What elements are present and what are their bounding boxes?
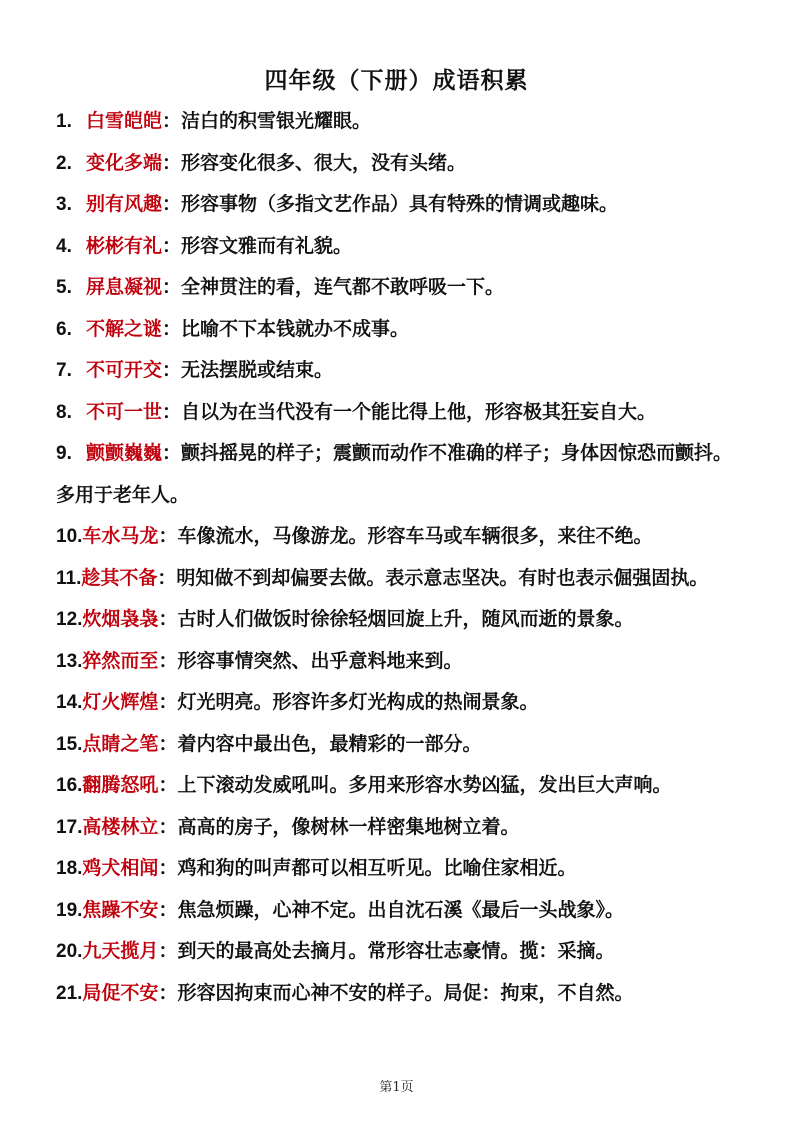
- idiom-definition: 古时人们做饭时徐徐轻烟回旋上升，随风而逝的景象。: [177, 608, 634, 630]
- entry-number: 19.: [56, 899, 83, 921]
- term-colon: ：: [158, 774, 178, 796]
- idiom-entry: [56, 392, 746, 434]
- idiom-term: 趁其不备: [81, 566, 158, 589]
- term-colon: ：: [157, 566, 177, 589]
- term-colon: ：: [162, 317, 182, 340]
- idiom-term: 颤颤巍巍: [86, 442, 163, 464]
- page-number: 第1页: [379, 1080, 414, 1095]
- entry-number: 14.: [56, 692, 83, 713]
- idiom-definition: 自以为在当代没有一个能比得上他，形容极其狂妄自大。: [181, 400, 657, 423]
- idiom-definition: 全神贯注的看，连气都不敢呼吸一下。: [181, 276, 505, 298]
- idiom-entry: [56, 309, 746, 351]
- entry-number: 16.: [56, 775, 83, 796]
- entry-number: 12.: [56, 609, 83, 630]
- entry-number: 11.: [56, 567, 82, 589]
- idiom-definition: 形容事物（多指文艺作品）具有特殊的情调或趣味。: [181, 193, 619, 215]
- idiom-entry: [56, 433, 746, 516]
- term-colon: ：: [158, 732, 178, 755]
- idiom-entry: [56, 682, 746, 724]
- entry-number: 10.: [56, 526, 83, 547]
- idiom-definition: 无法摆脱或结束。: [181, 359, 334, 381]
- idiom-definition: 形容变化很多、很大，没有头绪。: [181, 151, 467, 174]
- entry-number: 8.: [56, 401, 72, 423]
- idiom-term: 九天揽月: [82, 940, 159, 962]
- entry-number: 2.: [56, 152, 72, 174]
- entry-number: 1.: [56, 111, 72, 132]
- idiom-term: 彬彬有礼: [86, 234, 163, 257]
- entry-number: 18.: [56, 858, 83, 879]
- entry-number: 4.: [56, 235, 72, 257]
- idiom-term: 灯火辉煌: [82, 691, 159, 713]
- idiom-term: 车水马龙: [82, 525, 159, 547]
- term-colon: ：: [158, 815, 178, 838]
- idiom-definition: 上下滚动发威吼叫。多用来形容水势凶猛，发出巨大声响。: [177, 774, 672, 796]
- entry-number: 9.: [56, 443, 72, 464]
- term-colon: ：: [158, 608, 178, 630]
- entry-number: 5.: [56, 277, 72, 298]
- idiom-definition: 焦急烦躁，心神不定。出自沈石溪《最后一头战象》。: [177, 898, 624, 921]
- idiom-definition: 高高的房子，像树林一样密集地树立着。: [177, 815, 520, 838]
- idiom-entry: [56, 226, 746, 268]
- idiom-entry: [56, 931, 746, 973]
- term-colon: ：: [158, 940, 178, 962]
- idiom-term: 高楼林立: [82, 815, 159, 838]
- idiom-entry: [56, 973, 746, 1015]
- idiom-definition: 车像流水，马像游龙。形容车马或车辆很多，来往不绝。: [177, 525, 653, 547]
- idiom-entry: [56, 641, 746, 683]
- idiom-entry: [56, 599, 746, 641]
- idiom-definition: 比喻不下本钱就办不成事。: [181, 317, 410, 340]
- idiom-term: 翻腾怒吼: [82, 774, 159, 796]
- idiom-term: 变化多端: [86, 151, 163, 174]
- term-colon: ：: [162, 110, 182, 132]
- idiom-definition: 形容因拘束而心神不安的样子。局促：拘束，不自然。: [177, 981, 634, 1004]
- term-colon: ：: [162, 442, 182, 464]
- term-colon: ：: [158, 691, 178, 713]
- idiom-term: 焦躁不安: [82, 898, 159, 921]
- entry-number: 20.: [56, 941, 83, 962]
- entry-number: 17.: [56, 816, 83, 838]
- idiom-term: 不可一世: [86, 400, 163, 423]
- entry-number: 3.: [56, 194, 72, 215]
- page-title: 四年级（下册）成语积累: [264, 68, 529, 94]
- idiom-entry: [56, 890, 746, 932]
- idiom-term: 点睛之笔: [82, 732, 159, 755]
- idiom-term: 不解之谜: [86, 317, 163, 340]
- idiom-term: 屏息凝视: [86, 276, 163, 298]
- term-colon: ：: [162, 234, 182, 257]
- entry-number: 21.: [56, 982, 83, 1004]
- idiom-entry: [56, 807, 746, 849]
- idiom-definition: 明知做不到却偏要去做。表示意志坚决。有时也表示倔强固执。: [176, 566, 709, 589]
- idiom-definition: 着内容中最出色，最精彩的一部分。: [177, 732, 482, 755]
- idiom-entry: [56, 143, 746, 185]
- term-colon: ：: [162, 359, 182, 381]
- idiom-term: 猝然而至: [82, 649, 159, 672]
- term-colon: ：: [158, 525, 178, 547]
- idiom-definition: 形容文雅而有礼貌。: [181, 234, 353, 257]
- idiom-entry: [56, 516, 746, 558]
- term-colon: ：: [158, 649, 178, 672]
- term-colon: ：: [162, 276, 182, 298]
- idiom-entry: [56, 267, 746, 309]
- idiom-term: 白雪皑皑: [86, 110, 163, 132]
- term-colon: ：: [162, 400, 182, 423]
- term-colon: ：: [158, 857, 178, 879]
- term-colon: ：: [162, 193, 182, 215]
- entry-number: 13.: [56, 650, 83, 672]
- idiom-entry: [56, 350, 746, 392]
- idiom-entry: [56, 765, 746, 807]
- entry-number: 15.: [56, 733, 83, 755]
- idiom-entry: [56, 848, 746, 890]
- idiom-term: 别有风趣: [86, 193, 163, 215]
- entry-number: 7.: [56, 360, 72, 381]
- idiom-entry: [56, 558, 746, 600]
- idiom-entry: [56, 101, 746, 143]
- idiom-definition: 鸡和狗的叫声都可以相互听见。比喻住家相近。: [177, 857, 577, 879]
- idiom-entry: [56, 184, 746, 226]
- idiom-definition: 颤抖摇晃的样子；震颤而动作不准确的样子；身体因惊恐而颤抖。多用于老年人。: [56, 442, 733, 506]
- idiom-definition: 形容事情突然、出乎意料地来到。: [177, 649, 463, 672]
- idiom-definition: 洁白的积雪银光耀眼。: [181, 110, 372, 132]
- idiom-term: 鸡犬相闻: [82, 857, 159, 879]
- idiom-term: 炊烟袅袅: [82, 608, 159, 630]
- entry-number: 6.: [56, 318, 72, 340]
- idiom-list: [56, 101, 746, 1014]
- idiom-definition: 到天的最高处去摘月。常形容壮志豪情。揽：采摘。: [177, 940, 615, 962]
- idiom-entry: [56, 724, 746, 766]
- term-colon: ：: [162, 151, 182, 174]
- term-colon: ：: [158, 981, 178, 1004]
- idiom-term: 不可开交: [86, 359, 163, 381]
- idiom-definition: 灯光明亮。形容许多灯光构成的热闹景象。: [177, 691, 539, 713]
- idiom-term: 局促不安: [82, 981, 159, 1004]
- term-colon: ：: [158, 898, 178, 921]
